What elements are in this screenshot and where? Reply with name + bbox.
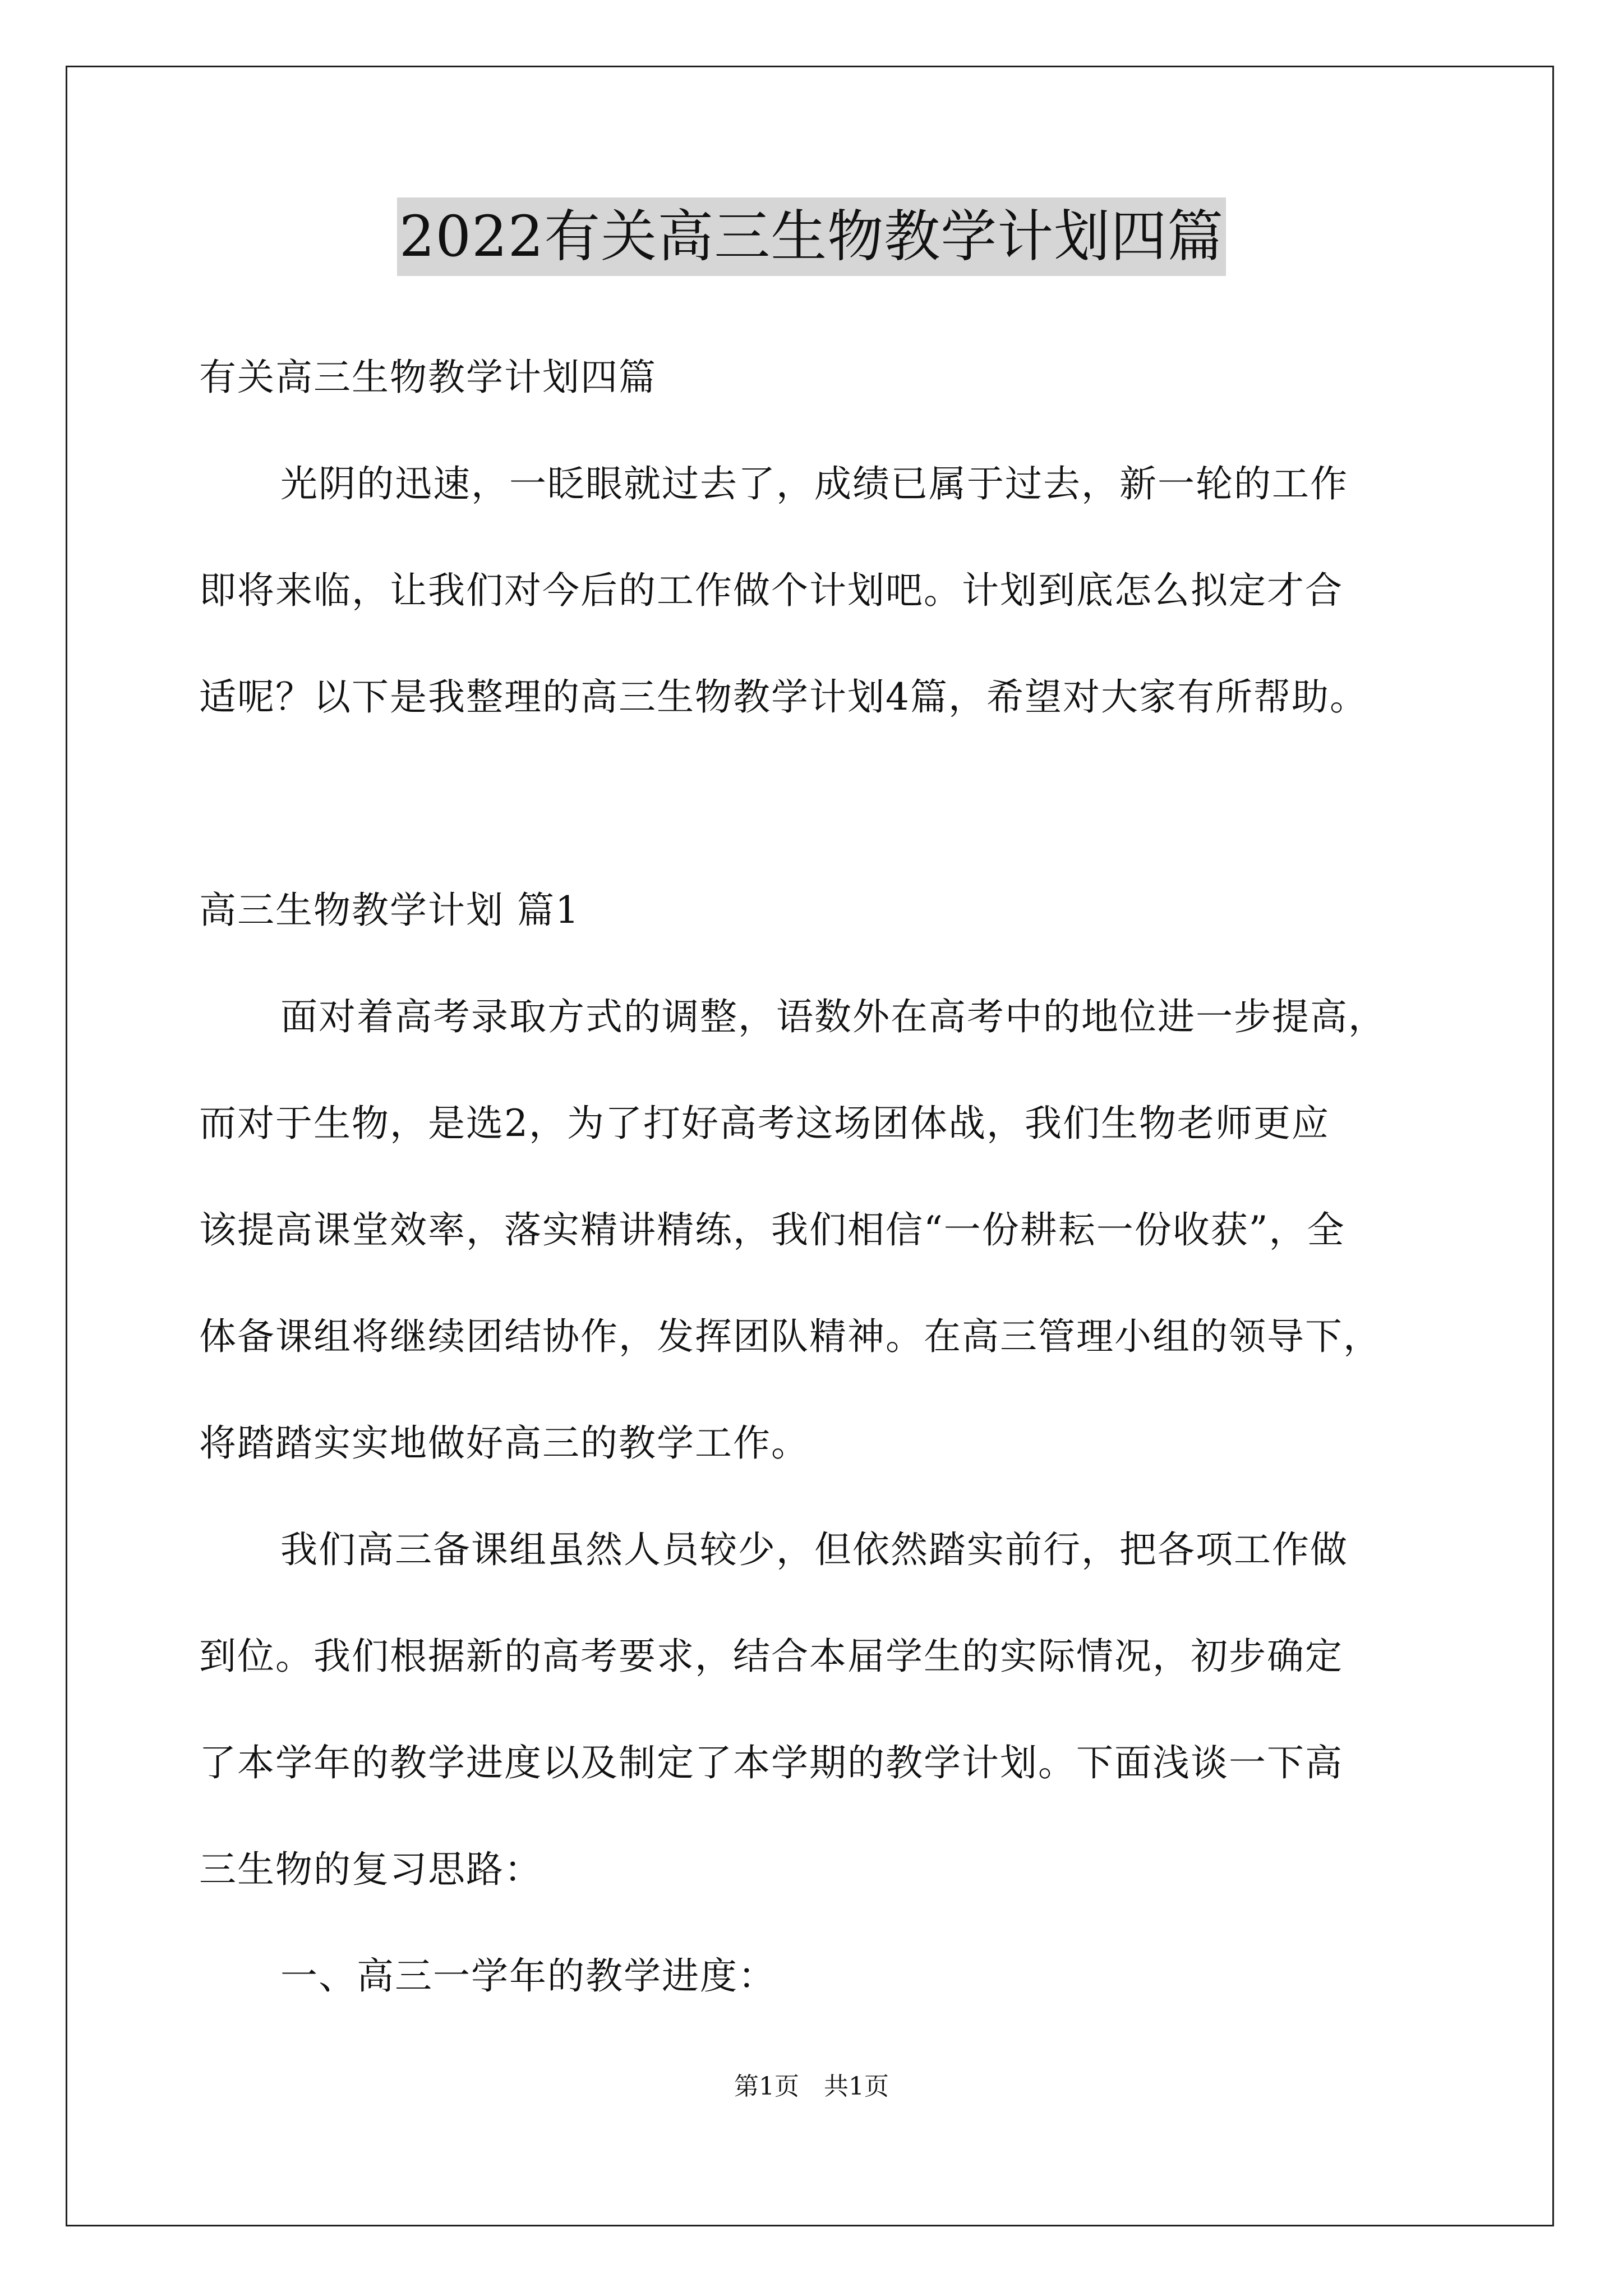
document-title: 2022有关高三生物教学计划四篇 <box>397 197 1227 276</box>
page-footer: 第1页 共1页 <box>734 2072 889 2101</box>
intro-line-1: 光阴的迅速，一眨眼就过去了，成绩已属于过去，新一轮的工作 <box>280 462 1348 505</box>
paragraph2-line-4: 三生物的复习思路： <box>199 1848 542 1891</box>
paragraph2-line-3: 了本学年的教学进度以及制定了本学期的教学计划。下面浅谈一下高 <box>199 1741 1343 1784</box>
paragraph1-line-1: 面对着高考录取方式的调整，语数外在高考中的地位进一步提高， <box>280 995 1386 1038</box>
paragraph1-line-3: 该提高课堂效率，落实精讲精练，我们相信“一份耕耘一份收获”，全 <box>199 1208 1345 1251</box>
paragraph1-line-4: 体备课组将继续团结协作，发挥团队精神。在高三管理小组的领导下， <box>199 1315 1381 1358</box>
paragraph2-line-2: 到位。我们根据新的高考要求，结合本届学生的实际情况，初步确定 <box>199 1635 1343 1678</box>
intro-line-3: 适呢？以下是我整理的高三生物教学计划4篇，希望对大家有所帮助。 <box>199 675 1368 719</box>
paragraph2-line-1: 我们高三备课组虽然人员较少，但依然踏实前行，把各项工作做 <box>280 1528 1348 1571</box>
document-subtitle: 有关高三生物教学计划四篇 <box>199 356 657 399</box>
intro-line-2: 即将来临，让我们对今后的工作做个计划吧。计划到底怎么拟定才合 <box>199 569 1343 612</box>
list-item: 一、高三一学年的教学进度： <box>280 1954 776 1998</box>
paragraph1-line-5: 将踏踏实实地做好高三的教学工作。 <box>199 1421 809 1465</box>
title-container <box>0 197 1623 276</box>
paragraph1-line-2: 而对于生物，是选2，为了打好高考这场团体战，我们生物老师更应 <box>199 1102 1330 1145</box>
section-heading: 高三生物教学计划 篇1 <box>199 889 580 932</box>
